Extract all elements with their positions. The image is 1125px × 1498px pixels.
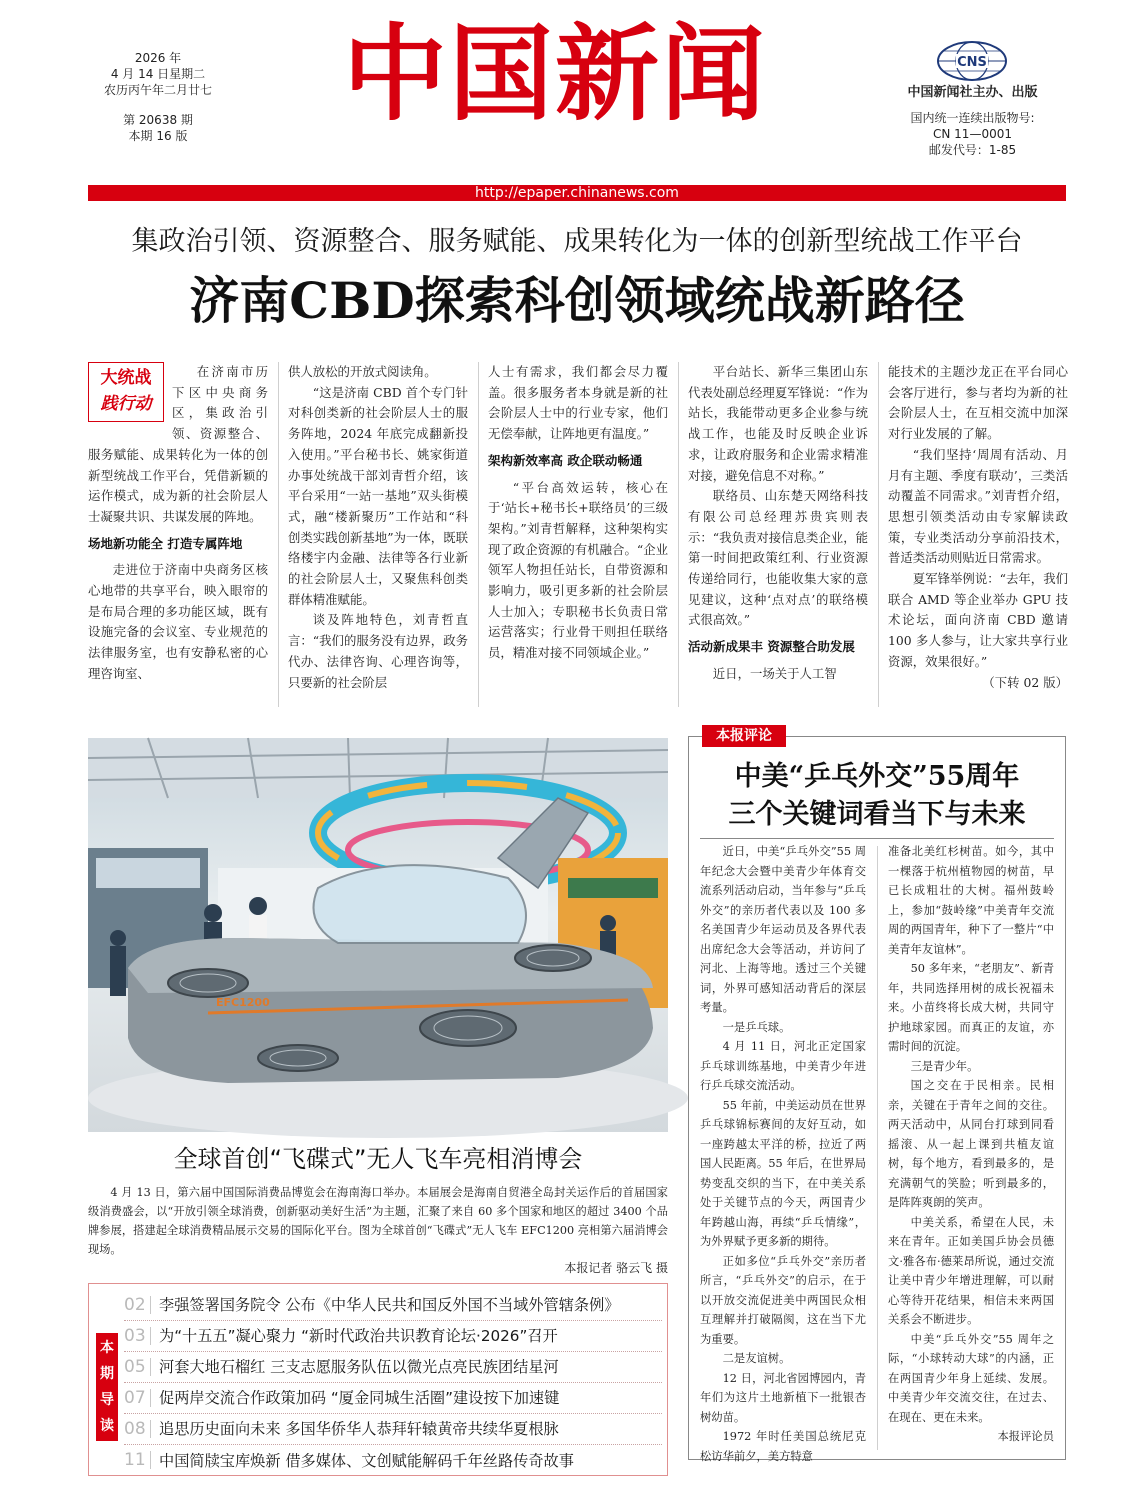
continued-on-page[interactable]: （下转 02 版）	[982, 674, 1068, 690]
commentary-paragraph: 三是青少年。	[910, 1059, 979, 1073]
column-divider	[478, 362, 479, 707]
commentary-column-2	[888, 842, 1054, 1454]
commentary-paragraph: 4 月 11 日，河北正定国家乒乓球训练基地，中美青少年进行乒乓球交流活动。	[700, 1040, 866, 1092]
commentary-paragraph: 国之交在于民相亲。民相亲，关键在于青年之间的交往。两天活动中，从同台打球到同看摇滚、从一起上课到共植友谊树，每个地方，看到最多的，是充满朝气的笑脸；听到最多的，是阵阵爽朗的笑声。	[888, 1079, 1054, 1209]
publisher: 中国新闻社主办、出版	[907, 85, 1038, 100]
article-paragraph: 联络员、山东楚天网络科技有限公司总经理苏贵宾则表示：“我负责对接信息类企业，能第一时间把政策红利、行业资源传递给同行，也能收集大家的意见建议，这种‘点对点’的联络模式很高效。”	[688, 488, 868, 628]
guide-label-char: 读	[100, 1418, 114, 1434]
column-divider	[678, 362, 679, 707]
photo-caption-title[interactable]: 全球首创“飞碟式”无人飞车亮相消博会	[173, 1145, 583, 1173]
commentary-title-line-2: 三个关键词看当下与未来	[728, 799, 1026, 830]
caption-text: 4 月 13 日，第六届中国国际消费品博览会在海南海口举办。本届展会是海南自贸港全岛封关运作后的首届国家级消费盛会，以“开放引领全球消费，创新驱动美好生活”为主题，汇聚了来自 60 多个国家和地区的超过 3400 个品牌参展，搭建起全球消费精品展示交易的国际化平台。图为全球首创“飞碟式”无人飞车 EFC1200 亮相第六届消博会现场。	[88, 1186, 668, 1256]
article-paragraph: 在济南市历下区中央商务区，集政治引领、资源整合、服务赋能、成果转化为一体的创新型统战工作平台，凭借新颖的运作模式，成为新的社会阶层人士凝聚共识、共谋发展的阵地。	[88, 364, 268, 524]
serial-number: CN 11—0001	[933, 127, 1012, 141]
commentary-paragraph: 二是友谊树。	[722, 1352, 791, 1365]
section-subhead: 架构新效率高 政企联动畅通	[488, 452, 643, 468]
guide-page-number: 07	[124, 1387, 146, 1408]
serial-label: 国内统一连续出版物号:	[910, 111, 1035, 125]
news-photo	[88, 738, 668, 1132]
commentary-paragraph: 一是乒乓球。	[722, 1020, 791, 1034]
guide-page-number: 11	[124, 1450, 146, 1470]
article-paragraph: “平台高效运转，核心在于‘站长+秘书长+联络员’的三级架构。”刘青哲解释，这种架构实现了政企资源的有机融合。“企业领军人物担任站长，自带资源和影响力，吸引更多新的社会阶层人士加入；专职秘书长负责日常运营落实；行业骨干则担任联络员，精准对接不同领域企业。”	[488, 479, 668, 661]
guide-headline: 促两岸交流合作政策加码 “厦金同城生活圈”建设按下加速键	[159, 1389, 560, 1407]
commentary-paragraph: 55 年前，中美运动员在世界乒乓球锦标赛间的友好互动，如一座跨越太平洋的桥，拉近了两国人民距离。55 年后，在世界局势变乱交织的当下，在中美关系处于关键节点的今天，两国青少年跨越山海，再续“乒乓情缘”，为外界赋予更多新的期待。	[700, 1098, 866, 1248]
commentary-title[interactable]	[688, 758, 1066, 834]
article-paragraph: 能技术的主题沙龙正在平台同心会客厅进行，参与者均为新的社会阶层人士，在互相交流中加深对行业发展的了解。	[888, 364, 1068, 442]
lead-column-4	[688, 362, 868, 712]
badge-line-2: 践行动	[100, 394, 152, 414]
lead-kicker: 集政治引领、资源整合、服务赋能、成果转化为一体的创新型统战工作平台	[131, 226, 1023, 257]
commentary-signature: 本报评论员	[997, 1430, 1054, 1443]
commentary-rule	[700, 838, 1054, 839]
guide-label-char: 导	[100, 1392, 114, 1408]
article-paragraph: 谈及阵地特色，刘青哲直言：“我们的服务没有边界，政务代办、法律咨询、心理咨询等，只要新的社会阶层	[288, 612, 468, 690]
guide-label-char: 期	[100, 1366, 114, 1382]
edition-lunar-date: 农历丙午年二月廿七	[103, 83, 212, 97]
guide-item[interactable]	[124, 1444, 662, 1476]
issue-number: 第 20638 期	[123, 113, 193, 127]
article-paragraph: 供人放松的开放式阅读角。	[288, 364, 437, 379]
commentary-paragraph: 近日，中美“乒乓外交”55 周年纪念大会暨中美青少年体育交流系列活动启动，当年参与“乒乓外交”的亲历者代表以及 100 多名美国青少年运动员及各界代表出席纪念大会等活动，并访问了河北、上海等地。透过三个关键词，外界可感知活动背后的深层考量。	[700, 845, 866, 1014]
commentary-paragraph: 12 日，河北省园博园内，青年们为这片土地新植下一批银杏树幼苗。	[700, 1371, 866, 1424]
lead-column-1	[88, 362, 268, 707]
article-paragraph: “这是济南 CBD 首个专门针对科创类新的社会阶层人士的服务阵地，2024 年底完成翻新投入使用。”平台秘书长、姚家街道办事处统战干部刘青哲介绍，该平台采用“一站一基地”双头街模式，融“楼新聚历”工作站和“科创类实践创新基地”为一体，既联络楼宇内金融、法律等各行业新的社会阶层人士，又聚焦科创类群体精准赋能。	[288, 384, 468, 607]
cns-logo	[936, 40, 1008, 82]
guide-item[interactable]	[124, 1289, 662, 1321]
guide-headline: 为“十五五”凝心聚力 “新时代政治共识教育论坛·2026”召开	[159, 1327, 558, 1345]
column-divider	[278, 362, 279, 707]
issue-guide-label	[96, 1333, 118, 1441]
commentary-paragraph: 中美关系，希望在人民，未来在青年。正如美国乒协会员德文·雅各布·德莱昂所说，通过交流让美中青少年增进理解，可以耐心等待开花结果，相信未来两国关系会不断进步。	[888, 1215, 1054, 1326]
publisher-block	[880, 84, 1065, 158]
lead-column-5	[888, 362, 1068, 712]
masthead-red-bar	[88, 185, 1066, 201]
article-paragraph: 夏军锋举例说：“去年，我们联合 AMD 等企业举办 GPU 技术论坛，面向济南 CBD 邀请 100 多人参与，让大家共享行业资源，效果很好。”	[888, 571, 1068, 669]
section-subhead: 活动新成果丰 资源整合助发展	[688, 639, 855, 655]
edition-date: 4 月 14 日星期二	[110, 67, 206, 81]
guide-item[interactable]	[124, 1351, 662, 1383]
car-badge: EFC1200	[216, 996, 270, 1009]
guide-item[interactable]	[124, 1413, 662, 1445]
edition-year: 2026 年	[134, 51, 182, 65]
guide-item[interactable]	[124, 1382, 662, 1414]
photo-credit: 本报记者 骆云飞 摄	[564, 1261, 668, 1275]
commentary-tag: 本报评论	[702, 725, 786, 747]
guide-headline: 河套大地石榴红 三支志愿服务队伍以微光点亮民族团结星河	[159, 1358, 559, 1376]
lead-column-2	[288, 362, 468, 712]
masthead-title: 中国新闻	[342, 12, 767, 135]
lead-column-3	[488, 362, 668, 712]
commentary-paragraph: 1972 年时任美国总统尼克松访华前夕，美方特意	[700, 1430, 866, 1463]
article-paragraph: 近日，一场关于人工智	[712, 665, 837, 681]
date-block	[88, 50, 228, 144]
epaper-url[interactable]: http://epaper.chinanews.com	[475, 185, 679, 201]
guide-headline: 中国简牍宝库焕新 借多媒体、文创赋能解码千年丝路传奇故事	[159, 1451, 574, 1470]
section-subhead: 场地新功能全 打造专属阵地	[88, 535, 243, 551]
cns-logo-text: CNS	[957, 55, 987, 70]
commentary-column-1	[700, 842, 866, 1463]
commentary-column-divider	[877, 846, 878, 1450]
guide-item[interactable]	[124, 1320, 662, 1352]
column-badge	[88, 362, 164, 422]
commentary-paragraph: 中美“乒乓外交”55 周年之际，“小球转动大球”的内涵，正在两国青少年身上延续、发展。中美青少年交流交往，在过去、在现在、更在未来。	[888, 1332, 1054, 1424]
guide-headline: 李强签署国务院令 公布《中华人民共和国反外国不当域外管辖条例》	[159, 1296, 620, 1314]
guide-label-char: 本	[100, 1340, 114, 1356]
guide-page-number: 05	[124, 1356, 146, 1377]
page-count: 本期 16 版	[128, 129, 188, 143]
article-paragraph: “我们坚持‘周周有活动、月月有主题、季度有联动’，三类活动覆盖不同需求。”刘青哲介绍，思想引领类活动由专家解读政策，专业类活动分享前沿技术，普适类活动则贴近日常需求。	[888, 446, 1068, 566]
guide-page-number: 02	[124, 1294, 146, 1315]
photo-caption	[88, 1183, 668, 1278]
article-paragraph: 人士有需求，我们都会尽力覆盖。很多服务者本身就是新的社会阶层人士中的行业专家，他们无偿奉献，让阵地更有温度。”	[488, 364, 668, 442]
commentary-paragraph: 准备北美红杉树苗。如今，其中一棵落于杭州植物园的树苗，早已长成粗壮的大树。福州鼓岭上，参加“鼓岭缘”中美青年交流周的两国青年，种下了一整片“中美青年友谊林”。	[888, 845, 1054, 956]
guide-page-number: 08	[124, 1418, 146, 1439]
commentary-title-line-1: 中美“乒乓外交”55周年	[734, 761, 1020, 792]
guide-headline: 追思历史面向未来 多国华侨华人恭拜轩辕黄帝共续华夏根脉	[159, 1420, 559, 1438]
lead-headline[interactable]: 济南CBD探索科创领域统战新路径	[189, 271, 965, 330]
guide-page-number: 03	[124, 1325, 146, 1346]
postal-code: 邮发代号：1-85	[928, 143, 1017, 157]
commentary-paragraph: 正如多位“乒乓外交”亲历者所言，“乒乓外交”的启示，在于以开放交流促进美中两国民众相互理解并打破隔阂，这在当下尤为重要。	[700, 1254, 866, 1346]
badge-line-1: 大统战	[100, 368, 152, 388]
article-paragraph: 走进位于济南中央商务区核心地带的共享平台，映入眼帘的是布局合理的多功能区域，既有设施完备的会议室、专业规范的法律服务室，也有安静私密的心理咨询室、	[88, 562, 268, 681]
commentary-paragraph: 50 多年来，“老朋友”、新青年，共同选择用树的成长祝福未来。小苗终将长成大树，共同守护地球家园。而真正的友谊，亦需时间的沉淀。	[888, 962, 1054, 1053]
column-divider	[878, 362, 879, 707]
article-paragraph: 平台站长、新华三集团山东代表处副总经理夏军锋说：“作为站长，我能带动更多企业参与统战工作，也能及时反映企业诉求，让政府服务和企业需求精准对接，避免信息不对称。”	[688, 364, 868, 483]
flying-car-illustration	[88, 738, 668, 1132]
